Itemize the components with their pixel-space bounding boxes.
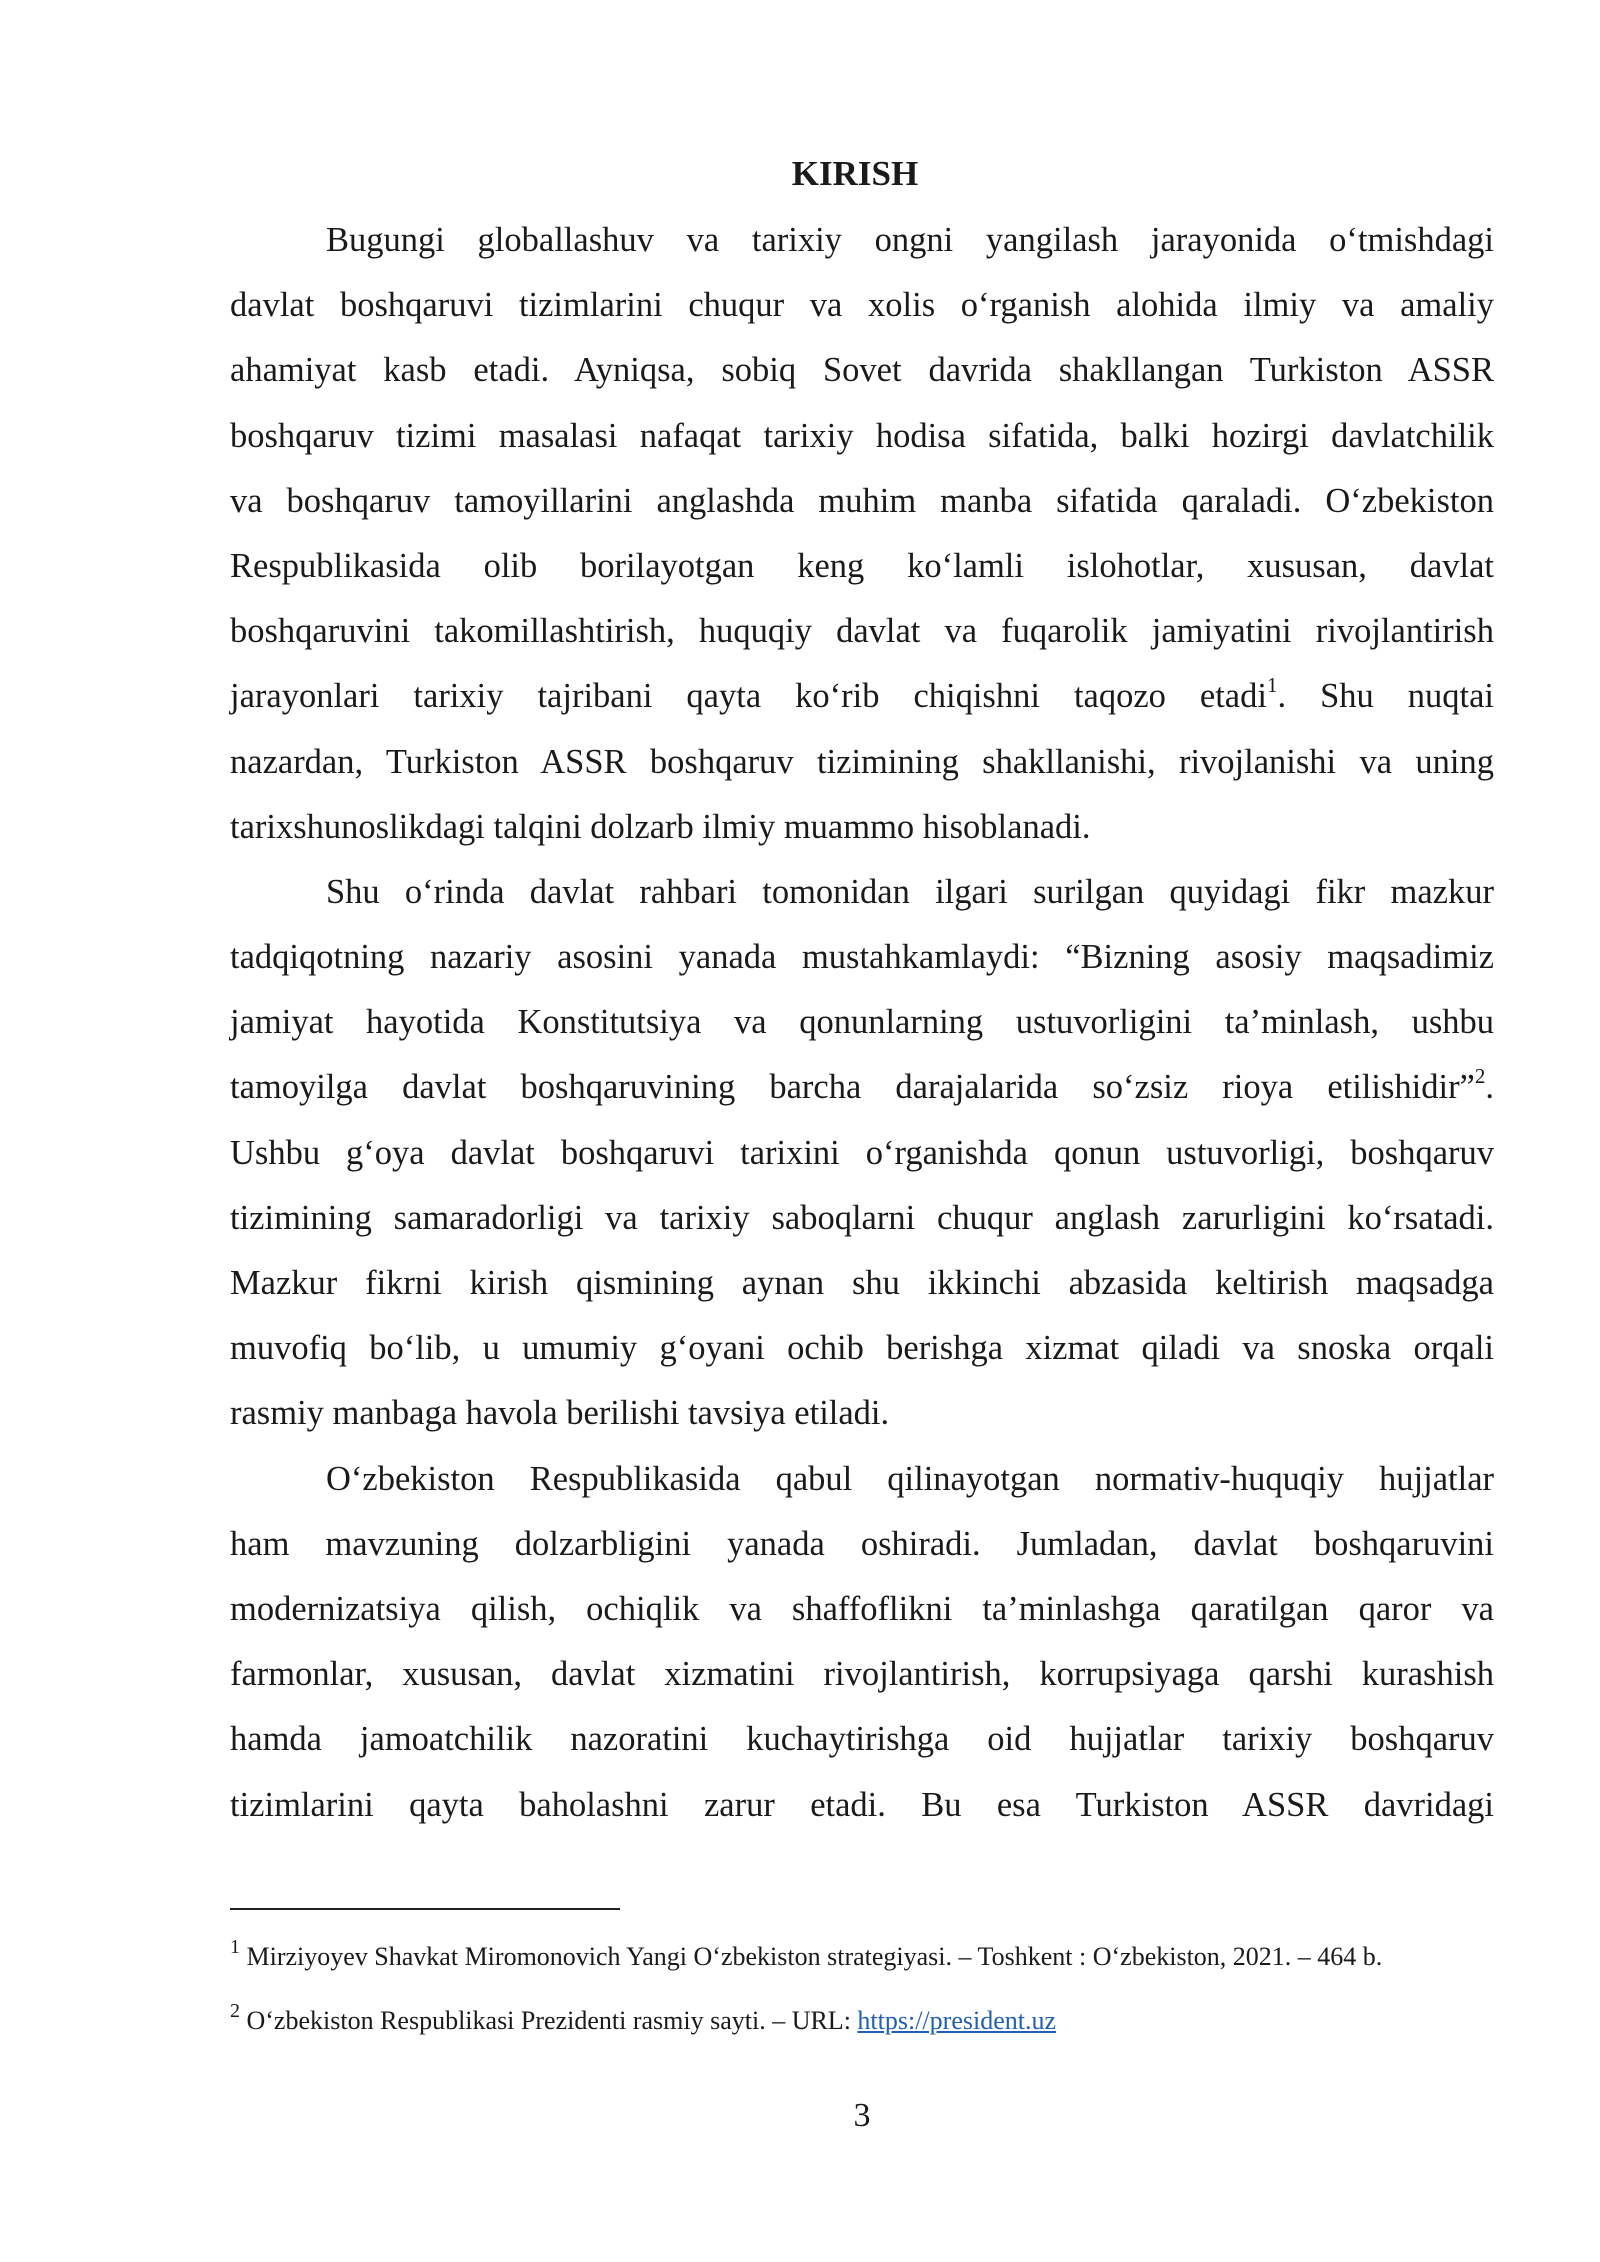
text-line: tizimlarini qayta baholashni zarur etadi. Bu esa Turkiston ASSR davridagi [230, 1785, 1494, 1824]
text-segment: . [1485, 1068, 1494, 1107]
footnote-text: Mirziyoyev Shavkat Miromonovich Yangi O‘zbekiston strategiyasi. – Toshkent : O‘zbekiston, 2021. – 464 b. [246, 1942, 1383, 1971]
text-segment: . Shu nuqtai [1277, 677, 1494, 716]
text-line: tarixshunoslikdagi talqini dolzarb ilmiy muammo hisoblanadi. [230, 807, 1091, 846]
text-line-with-footnote-ref [230, 1055, 1494, 1120]
text-line: O‘zbekiston Respublikasida qabul qilinayotgan normativ-huquqiy hujjatlar [326, 1459, 1494, 1498]
text-line: rasmiy manbaga havola berilishi tavsiya etiladi. [230, 1394, 890, 1433]
text-line: tizimining samaradorligi va tarixiy saboqlarni chuqur anglash zarurligini ko‘rsatadi. [230, 1198, 1494, 1237]
text-line: jamiyat hayotida Konstitutsiya va qonunlarning ustuvorligini ta’minlash, ushbu [230, 1003, 1494, 1042]
footnote-separator [230, 1908, 620, 1910]
footnote-2 [230, 2000, 1510, 2038]
text-line: muvofiq bo‘lib, u umumiy g‘oyani ochib berishga xizmat qiladi va snoska orqali [230, 1329, 1494, 1368]
text-segment: jarayonlari tarixiy tajribani qayta ko‘rib chiqishni taqozo etadi [230, 677, 1267, 716]
section-heading: KIRISH [791, 154, 919, 193]
paragraph-1 [230, 208, 1494, 860]
text-line: nazardan, Turkiston ASSR boshqaruv tizimining shakllanishi, rivojlanishi va uning [230, 742, 1494, 781]
text-line: Shu o‘rinda davlat rahbari tomonidan ilgari surilgan quyidagi fikr mazkur [326, 872, 1494, 911]
page-number: 3 [853, 2097, 871, 2134]
text-line: boshqaruv tizimi masalasi nafaqat tarixiy hodisa sifatida, balki hozirgi davlatchilik [230, 416, 1494, 455]
footnote-number: 1 [230, 1936, 240, 1958]
paragraph-3 [230, 1447, 1494, 1838]
text-line: Mazkur fikrni kirish qismining aynan shu ikkinchi abzasida keltirish maqsadga [230, 1264, 1494, 1302]
text-line: Respublikasida olib borilayotgan keng ko‘lamli islohotlar, xususan, davlat [230, 546, 1494, 585]
paragraph-2 [230, 860, 1494, 1447]
text-line: boshqaruvini takomillashtirish, huquqiy davlat va fuqarolik jamiyatini rivojlantirish [230, 612, 1494, 651]
text-line: va boshqaruv tamoyillarini anglashda muhim manba sifatida qaraladi. O‘zbekiston [230, 481, 1494, 520]
text-line-with-footnote-ref [230, 664, 1494, 729]
text-line: Ushbu g‘oya davlat boshqaruvi tarixini o‘rganishda qonun ustuvorligi, boshqaruv [230, 1133, 1494, 1172]
text-line: Bugungi globallashuv va tarixiy ongni yangilash jarayonida o‘tmishdagi [326, 221, 1494, 259]
footnote-1 [230, 1936, 1510, 1974]
text-line: modernizatsiya qilish, ochiqlik va shaffoflikni ta’minlashga qaratilgan qaror va [230, 1589, 1494, 1628]
text-line: davlat boshqaruvi tizimlarini chuqur va xolis o‘rganish alohida ilmiy va amaliy [230, 286, 1494, 325]
footnote-text: O‘zbekiston Respublikasi Prezidenti rasmiy sayti. – URL: [246, 2006, 858, 2035]
text-line: farmonlar, xususan, davlat xizmatini rivojlantirish, korrupsiyaga qarshi kurashish [230, 1655, 1494, 1694]
text-line: ham mavzuning dolzarbligini yanada oshiradi. Jumladan, davlat boshqaruvini [230, 1524, 1494, 1563]
footnote-link[interactable]: https://president.uz [857, 2006, 1057, 2035]
body-text [230, 208, 1494, 1838]
footnote-ref-2[interactable]: 2 [1474, 1064, 1486, 1089]
text-segment: tamoyilga davlat boshqaruvining barcha darajalarida so‘zsiz rioya etilishidir” [230, 1068, 1475, 1107]
footnote-ref-1[interactable]: 1 [1266, 673, 1278, 698]
text-line: tadqiqotning nazariy asosini yanada mustahkamlaydi: “Bizning asosiy maqsadimiz [230, 938, 1494, 977]
footnote-number: 2 [230, 2000, 240, 2022]
text-line: hamda jamoatchilik nazoratini kuchaytirishga oid hujjatlar tarixiy boshqaruv [230, 1720, 1494, 1759]
text-line: ahamiyat kasb etadi. Ayniqsa, sobiq Sovet davrida shakllangan Turkiston ASSR [230, 351, 1494, 390]
